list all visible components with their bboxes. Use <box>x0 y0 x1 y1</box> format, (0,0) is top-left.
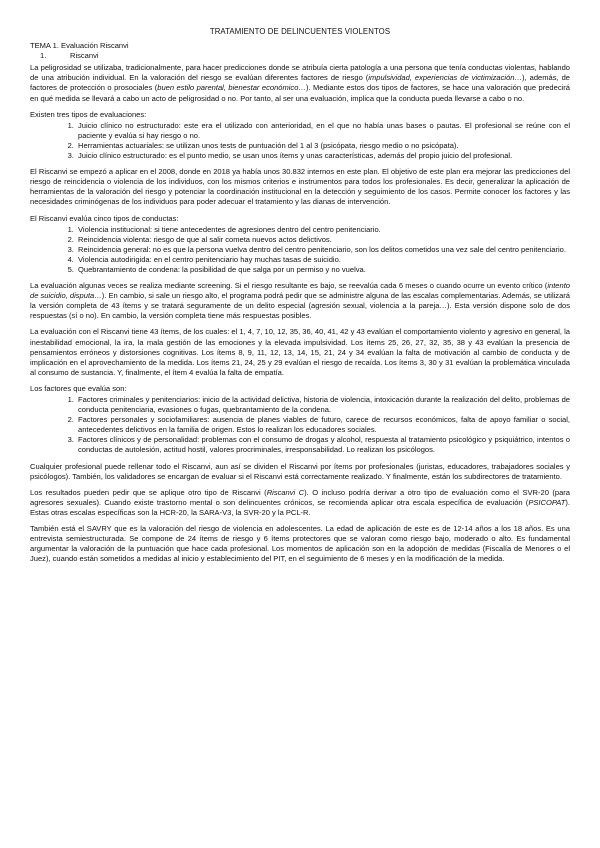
list-item: 2. Factores personales y sociofamiliares: ausencia de planes viables de futuro, carece de recursos económicos, falta de apoyo familiar o social, antecedentes delictivos en la familia de origen. Estos lo realizan los educadores sociales. <box>76 415 570 435</box>
paragraph-riscanvi-origin: El Riscanvi se empezó a aplicar en el 2008, donde en 2018 ya había unos 30.832 internos en este plan. El objetivo de este plan era mejorar las predicciones del riesgo de reincidencia o violencia de los individuos, con los mismos criterios e instrumentos para todos los profesionales. Es decir, generalizar la aplicación de herramientas de la valoración del riesgo y potenciar la coordinación institucional en la detección y seguimiento de los casos. Permite conocer los factores y las necesidades criminógenas de los individuos para poder adecuar el tratamiento y las dianas de intervención. <box>30 167 570 207</box>
subsection-title: Riscanvi <box>70 51 99 61</box>
list-item: 4. Violencia autodirigida: en el centro penitenciario hay muchas tasas de suicidio. <box>76 255 570 265</box>
list-item: 1. Juicio clínico no estructurado: este era el utilizado con anterioridad, en el que no había unas bases o pautas. El profesional se reúne con el paciente y evalúa si hay riesgo o no. <box>76 121 570 141</box>
paragraph-screening: La evaluación algunas veces se realiza mediante screening. Si el riesgo resultante es bajo, se reevalúa cada 6 meses o cuando ocurre un evento crítico (intento de suicidio, disputa…). En cambio, si sale un riesgo alto, el programa podrá pedir que se administre alguna de las escalas complementarias. Además, se utilizará la versión completa de 43 ítems y se tratará seguramente de un delito especial (agresión sexual, violencia a la pareja…). Esta versión dispone solo de dos respuestas (sí o no). En cambio, la versión completa tiene más respuestas posibles. <box>30 281 570 321</box>
factors-list <box>30 395 570 456</box>
conducts-intro: El Riscanvi evalúa cinco tipos de conductas: <box>30 213 179 223</box>
evaluations-list <box>30 121 570 161</box>
list-item: 3. Reincidencia general: no es que la persona vuelva dentro del centro penitenciario, son los delitos cometidos una vez sale del centro penitenciario. <box>76 245 570 255</box>
subsection-number: 1. <box>40 51 47 61</box>
document-title: TRATAMIENTO DE DELINCUENTES VIOLENTOS <box>209 27 391 36</box>
topic-heading: TEMA 1. Evaluación Riscanvi <box>30 41 129 51</box>
factors-intro: Los factores que evalúa son: <box>30 383 127 393</box>
subsection-heading <box>30 51 570 61</box>
list-item: 2. Herramientas actuariales: se utilizan unos tests de puntuación del 1 al 3 (psicópata, riesgo medio o no psicópata). <box>76 141 570 151</box>
paragraph-results: Los resultados pueden pedir que se aplique otro tipo de Riscanvi (Riscanvi C). O incluso podría derivar a otro tipo de evaluación como el SVR-20 (para agresores sexuales). Cuando existe trastorno mental o son delincuentes crónicos, se recomienda aplicar otra escala específica de evaluación (PSICOPAT). Estas otras escalas específicas son la HCR-20, la SARA-V3, la SVR-20 y la PCL-R. <box>30 487 570 517</box>
list-item: 3. Juicio clínico estructurado: es el punto medio, se usan unos ítems y unas características, además del propio juicio del profesional. <box>76 151 570 161</box>
paragraph-peligrosidad: La peligrosidad se utilizaba, tradicionalmente, para hacer predicciones donde se atribuía cierta patología a una persona que tenía conductas violentas, hablando de una atribución individual. En la valoración del riesgo se evalúan diferentes factores de riesgo (impulsividad, experiencias de victimización…), además, de factores de protección o prosociales (buen estilo parental, bienestar económico…). Mediante estos dos tipos de factores, se hace una valoración que predecirá en qué medida se llevará a cabo un acto de peligrosidad o no. Por tanto, al ser una evaluación, implica que la conducta pueda llevarse a cabo o no. <box>30 63 570 103</box>
list-item: 1. Factores criminales y penitenciarios: inicio de la actividad delictiva, historia de violencia, intoxicación durante la realización del delito, problemas de conducta penitenciaria, evasiones o fugas, quebrantamiento de la condena. <box>76 395 570 415</box>
list-item: 3. Factores clínicos y de personalidad: problemas con el consumo de drogas y alcohol, respuesta al tratamiento psicológico y psiquiátrico, intentos o conductas de autolesión, actitud hostil, valores procriminales, irresponsabilidad. Lo realizan los psicólogos. <box>76 435 570 455</box>
list-item: 2. Reincidencia violenta: riesgo de que al salir cometa nuevos actos delictivos. <box>76 235 570 245</box>
paragraph-items: La evaluación con el Riscanvi tiene 43 ítems, de los cuales: el 1, 4, 7, 10, 12, 35, 36, 40, 41, 42 y 43 evalúan el comportamiento violento y agresivo en general, la inestabilidad emocional, la ira, la mala gestión de las emociones y la elevada impulsividad. Los ítems 25, 26, 27, 32, 35, 38 y 43 evalúan la presencia de pensamientos erróneos y distorsiones cognitivas. Los ítems 8, 9, 11, 12, 13, 14, 15, 21, 24 y 34 evalúan la falta de motivación al cambio de conducta y de implicación en el aprovechamiento de la medida. Los ítems 21, 24, 25 y 29 evalúan el riesgo de recaída. Los ítems 3, 30 y 31 evalúan la problemática vinculada al consumo de sustancia. Y, finalmente, el ítem 4 evalúa la falta de empatía. <box>30 327 570 377</box>
conducts-list <box>30 225 570 275</box>
evaluations-intro: Existen tres tipos de evaluaciones: <box>30 109 147 119</box>
list-item: 5. Quebrantamiento de condena: la posibilidad de que salga por un permiso y no vuelva. <box>76 265 570 275</box>
paragraph-savry: También está el SAVRY que es la valoración del riesgo de violencia en adolescentes. La edad de aplicación de este es de 12-14 años a los 18 años. Es una entrevista semiestructurada. Se compone de 24 ítems de riesgo y 6 ítems protectores que se valoran como riesgo bajo, moderado o alto. Es fundamental argumentar la valoración de la puntuación que hace cada profesional. Los momentos de aplicación son en la adopción de medidas (Fiscalía de Menores o el Juez), cuando están sometidos a medidas al inicio y establecimiento del PIT, en el seguimiento de 6 meses y en la modificación de la medida. <box>30 524 570 564</box>
paragraph-professionals: Cualquier profesional puede rellenar todo el Riscanvi, aun así se dividen el Riscanvi por ítems por profesionales (juristas, educadores, trabajadores sociales y psicólogos). También, los validadores se encargan de evaluar si el Riscanvi está correctamente realizado. Y finalmente, están los subdirectores de tratamiento. <box>30 461 570 481</box>
list-item: 1. Violencia institucional: si tiene antecedentes de agresiones dentro del centro penitenciario. <box>76 225 570 235</box>
